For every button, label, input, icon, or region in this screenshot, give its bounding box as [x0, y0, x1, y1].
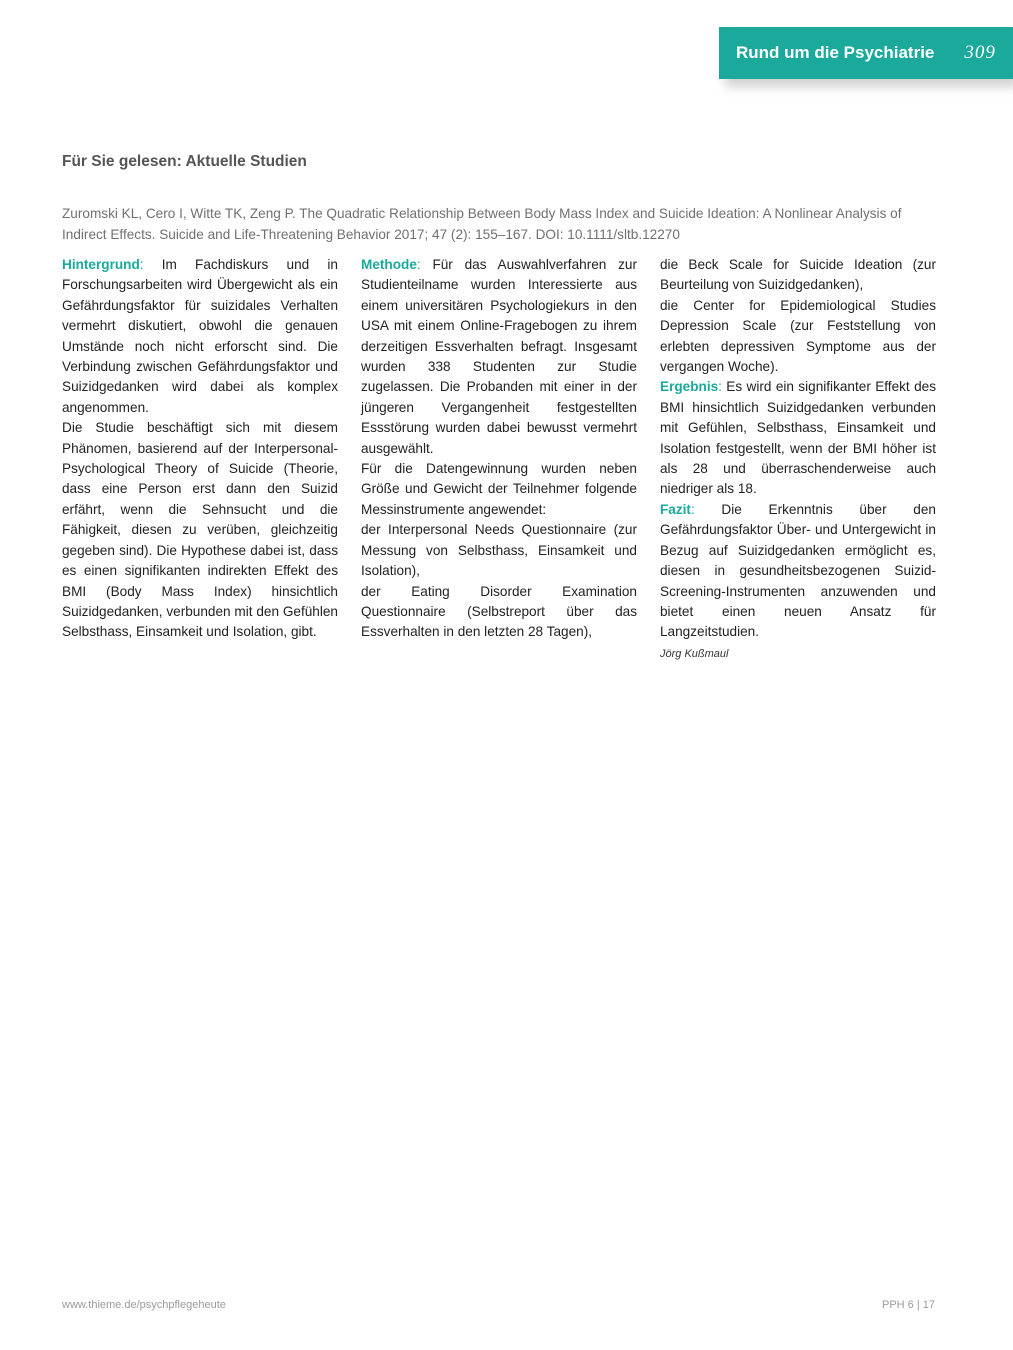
hintergrund-text: Im Fachdiskurs und in Forschungsarbeiten wird Übergewicht als ein Gefährdungsfaktor für suizidales Verhalten vermehrt diskutiert, obwohl die genauen Umstände noch nicht erforscht sind. Die Verbindung zwischen Gefährdungsfaktor und Suizidgedanken wird dabei als komplex angenommen.	[62, 257, 338, 415]
section-header-tab	[719, 27, 1013, 79]
ergebnis-paragraph: Ergebnis: Es wird ein signifikanter Effekt des BMI hinsichtlich Suizidgedanken verbunden mit Gefühlen, Selbsthass, Einsamkeit und Isolation festgestellt, wenn der BMI höher ist als 28 und überraschenderweise auch niedriger als 18.	[660, 379, 936, 497]
ergebnis-label: Ergebnis	[660, 379, 719, 395]
page-number: 309	[964, 42, 996, 63]
methode-text: Für das Auswahlverfahren zur Studienteilname wurden Interessierte aus einem universitären Psychologiekurs in den USA mit einem Online-Fragebogen zu ihrem derzeitigen Essverhalten befragt. Insgesamt wurden 338 Studenten zur Studie zugelassen. Die Probanden mit einer in der jüngeren Vergangenheit festgestellten Essstörung wurden dabei bewusst vermehrt ausgewählt.	[361, 257, 637, 456]
body-column-2	[361, 255, 637, 643]
methode-paragraph: Methode: Für das Auswahlverfahren zur Studienteilname wurden Interessierte aus einem universitären Psychologiekurs in den USA mit einem Online-Fragebogen zu ihrem derzeitigen Essverhalten befragt. Insgesamt wurden 338 Studenten zur Studie zugelassen. Die Probanden mit einer in der jüngeren Vergangenheit festgestellten Essstörung wurden dabei bewusst vermehrt ausgewählt.	[361, 257, 637, 456]
study-theory-paragraph: Die Studie beschäftigt sich mit diesem Phänomen, basierend auf der Interpersonal-Psychological Theory of Suicide (Theorie, dass eine Person erst dann den Suizid erfährt, wenn die Sehnsucht und die Fähigkeit, diesen zu verüben, gleichzeitig gegeben sind). Die Hypothese dabei ist, dass es einen signifikanten indirekten Effekt des BMI (Body Mass Index) hinsichtlich Suizidgedanken, verbunden mit den Gefühlen Selbsthass, Einsamkeit und Isolation, gibt.	[62, 420, 338, 640]
instruments-intro-paragraph: Für die Datengewinnung wurden neben Größe und Gewicht der Teilnehmer folgende Messinstrumente angewendet:	[361, 461, 637, 517]
body-column-1	[62, 255, 338, 643]
footer-url: www.thieme.de/psychpflegeheute	[62, 1299, 226, 1311]
article-citation: Zuromski KL, Cero I, Witte TK, Zeng P. The Quadratic Relationship Between Body Mass Index and Suicide Ideation: A Nonlinear Analysis of Indirect Effects. Suicide and Life-Threatening Behavior 2017; 47 (2): 155–167. DOI: 10.1111/sltb.12270	[62, 206, 902, 242]
instrument-cesd-paragraph: die Center for Epidemiological Studies Depression Scale (zur Feststellung von erlebten depressiven Symptome aus der vergangen Woche).	[660, 297, 936, 375]
methode-label: Methode	[361, 257, 417, 272]
article-heading: Für Sie gelesen: Aktuelle Studien	[62, 153, 307, 170]
footer-issue: PPH 6 | 17	[882, 1299, 935, 1311]
fazit-label: Fazit	[660, 501, 691, 517]
body-column-3	[660, 255, 936, 665]
section-title: Rund um die Psychiatrie	[736, 43, 935, 62]
author-signature: Jörg Kußmaul	[660, 647, 729, 660]
fazit-text: Die Erkenntnis über den Gefährdungsfaktor Über- und Untergewicht in Bezug auf Suizidgedanken ermöglicht es, diesen in gesundheitsbezogenen Suizid-Screening-Instrumenten anzuwenden und bietet einen neuen Ansatz für Langzeitstudien.	[660, 501, 936, 640]
ergebnis-text: Es wird ein signifikanter Effekt des BMI hinsichtlich Suizidgedanken verbunden mit Gefühlen, Selbsthass, Einsamkeit und Isolation festgestellt, wenn der BMI höher ist als 28 und überraschenderweise auch niedriger als 18.	[660, 379, 936, 497]
instrument-inq-paragraph: der Interpersonal Needs Questionnaire (zur Messung von Selbsthass, Einsamkeit und Isolation),	[361, 522, 637, 579]
hintergrund-paragraph: Hintergrund: Im Fachdiskurs und in Forschungsarbeiten wird Übergewicht als ein Gefährdungsfaktor für suizidales Verhalten vermehrt diskutiert, obwohl die genauen Umstände noch nicht erforscht sind. Die Verbindung zwischen Gefährdungsfaktor und Suizidgedanken wird dabei als komplex angenommen.	[62, 257, 338, 415]
fazit-paragraph: Fazit: Die Erkenntnis über den Gefährdungsfaktor Über- und Untergewicht in Bezug auf Suizidgedanken ermöglicht es, diesen in gesundheitsbezogenen Suizid-Screening-Instrumenten anzuwenden und bietet einen neuen Ansatz für Langzeitstudien.	[660, 501, 936, 640]
instrument-edeq-paragraph: der Eating Disorder Examination Questionnaire (Selbstreport über das Essverhalten in den letzten 28 Tagen),	[361, 583, 637, 640]
instrument-bss-paragraph: die Beck Scale for Suicide Ideation (zur Beurteilung von Suizidgedanken),	[660, 257, 936, 293]
hintergrund-label: Hintergrund	[62, 257, 140, 272]
